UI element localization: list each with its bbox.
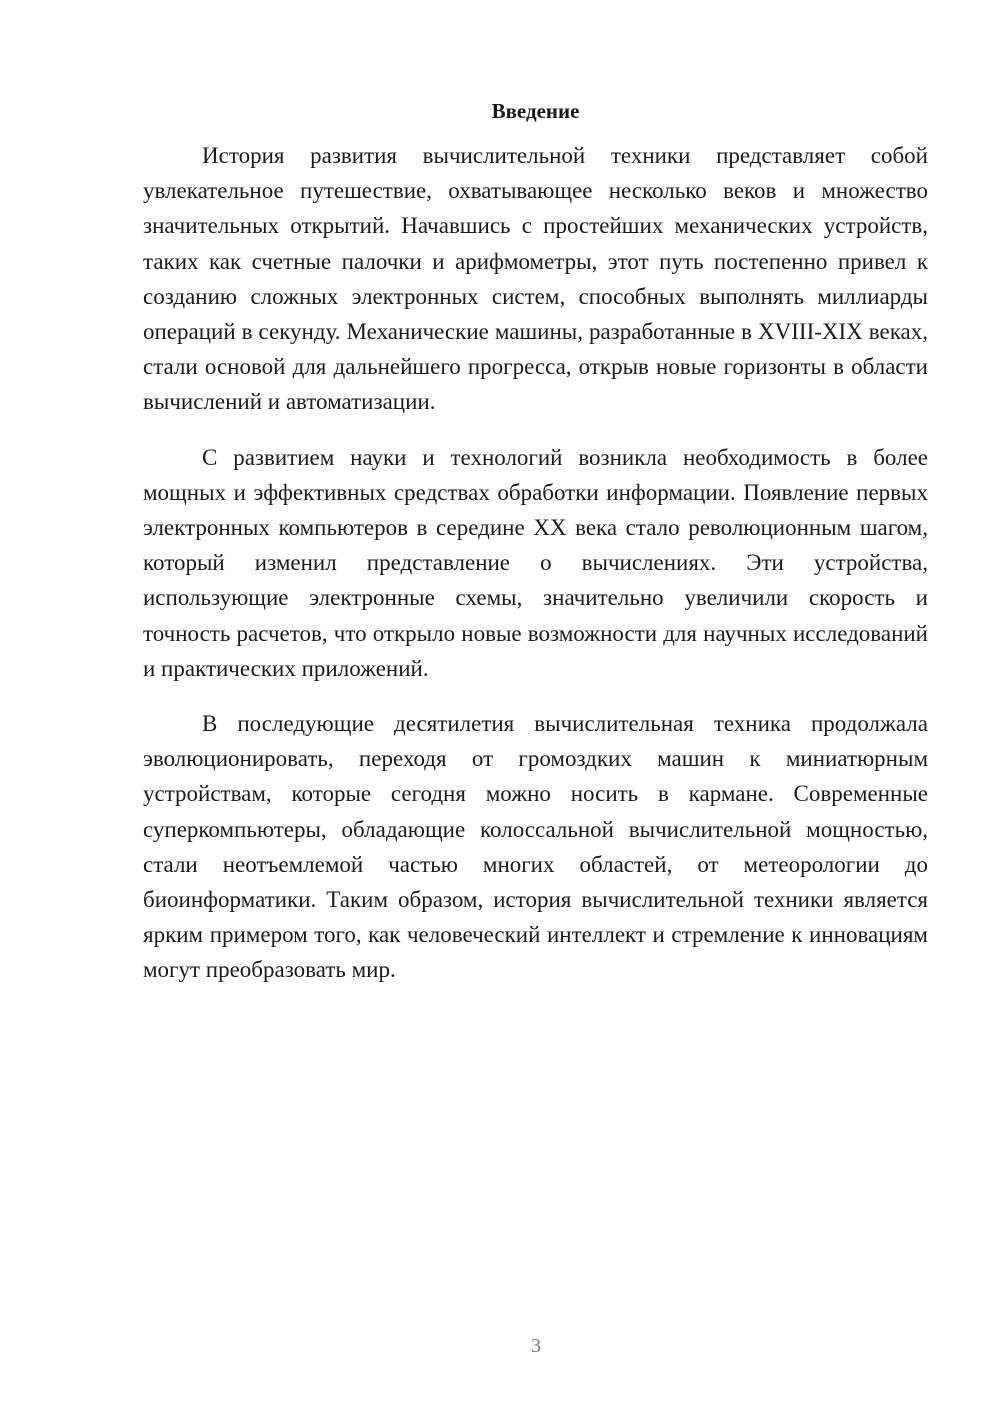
page-number: 3 <box>531 1335 541 1357</box>
paragraph-3: В последующие десятилетия вычислительная техника продолжала эволюционировать, переходя от громоздких машин к миниатюрным устройствам, которые сегодня можно носить в кармане. Современные суперкомпьютеры, обладающие колоссальной вычислительной мощностью, стали неотъемлемой частью многих областей, от метеорологии до биоинформатики. Таким образом, история вычислительной техники является ярким примером того, как человеческий интеллект и стремление к инновациям могут преобразовать мир. <box>143 711 928 983</box>
paragraph-2: С развитием науки и технологий возникла необходимость в более мощных и эффективных средствах обработки информации. Появление первых электронных компьютеров в середине XX века стало революционным шагом, который изменил представление о вычислениях. Эти устройства, использующие электронные схемы, значительно увеличили скорость и точность расчетов, что открыло новые возможности для научных исследований и практических приложений. <box>143 444 928 681</box>
page-content <box>143 96 928 1008</box>
paragraph-1: История развития вычислительной техники представляет собой увлекательное путешествие, охватывающее несколько веков и множество значительных открытий. Начавшись с простейших механических устройств, таких как счетные палочки и арифмометры, этот путь постепенно привел к созданию сложных электронных систем, способных выполнять миллиарды операций в секунду. Механические машины, разработанные в XVIII-XIX веках, стали основой для дальнейшего прогресса, открыв новые горизонты в области вычислений и автоматизации. <box>143 143 928 415</box>
section-title: Введение <box>491 99 580 123</box>
